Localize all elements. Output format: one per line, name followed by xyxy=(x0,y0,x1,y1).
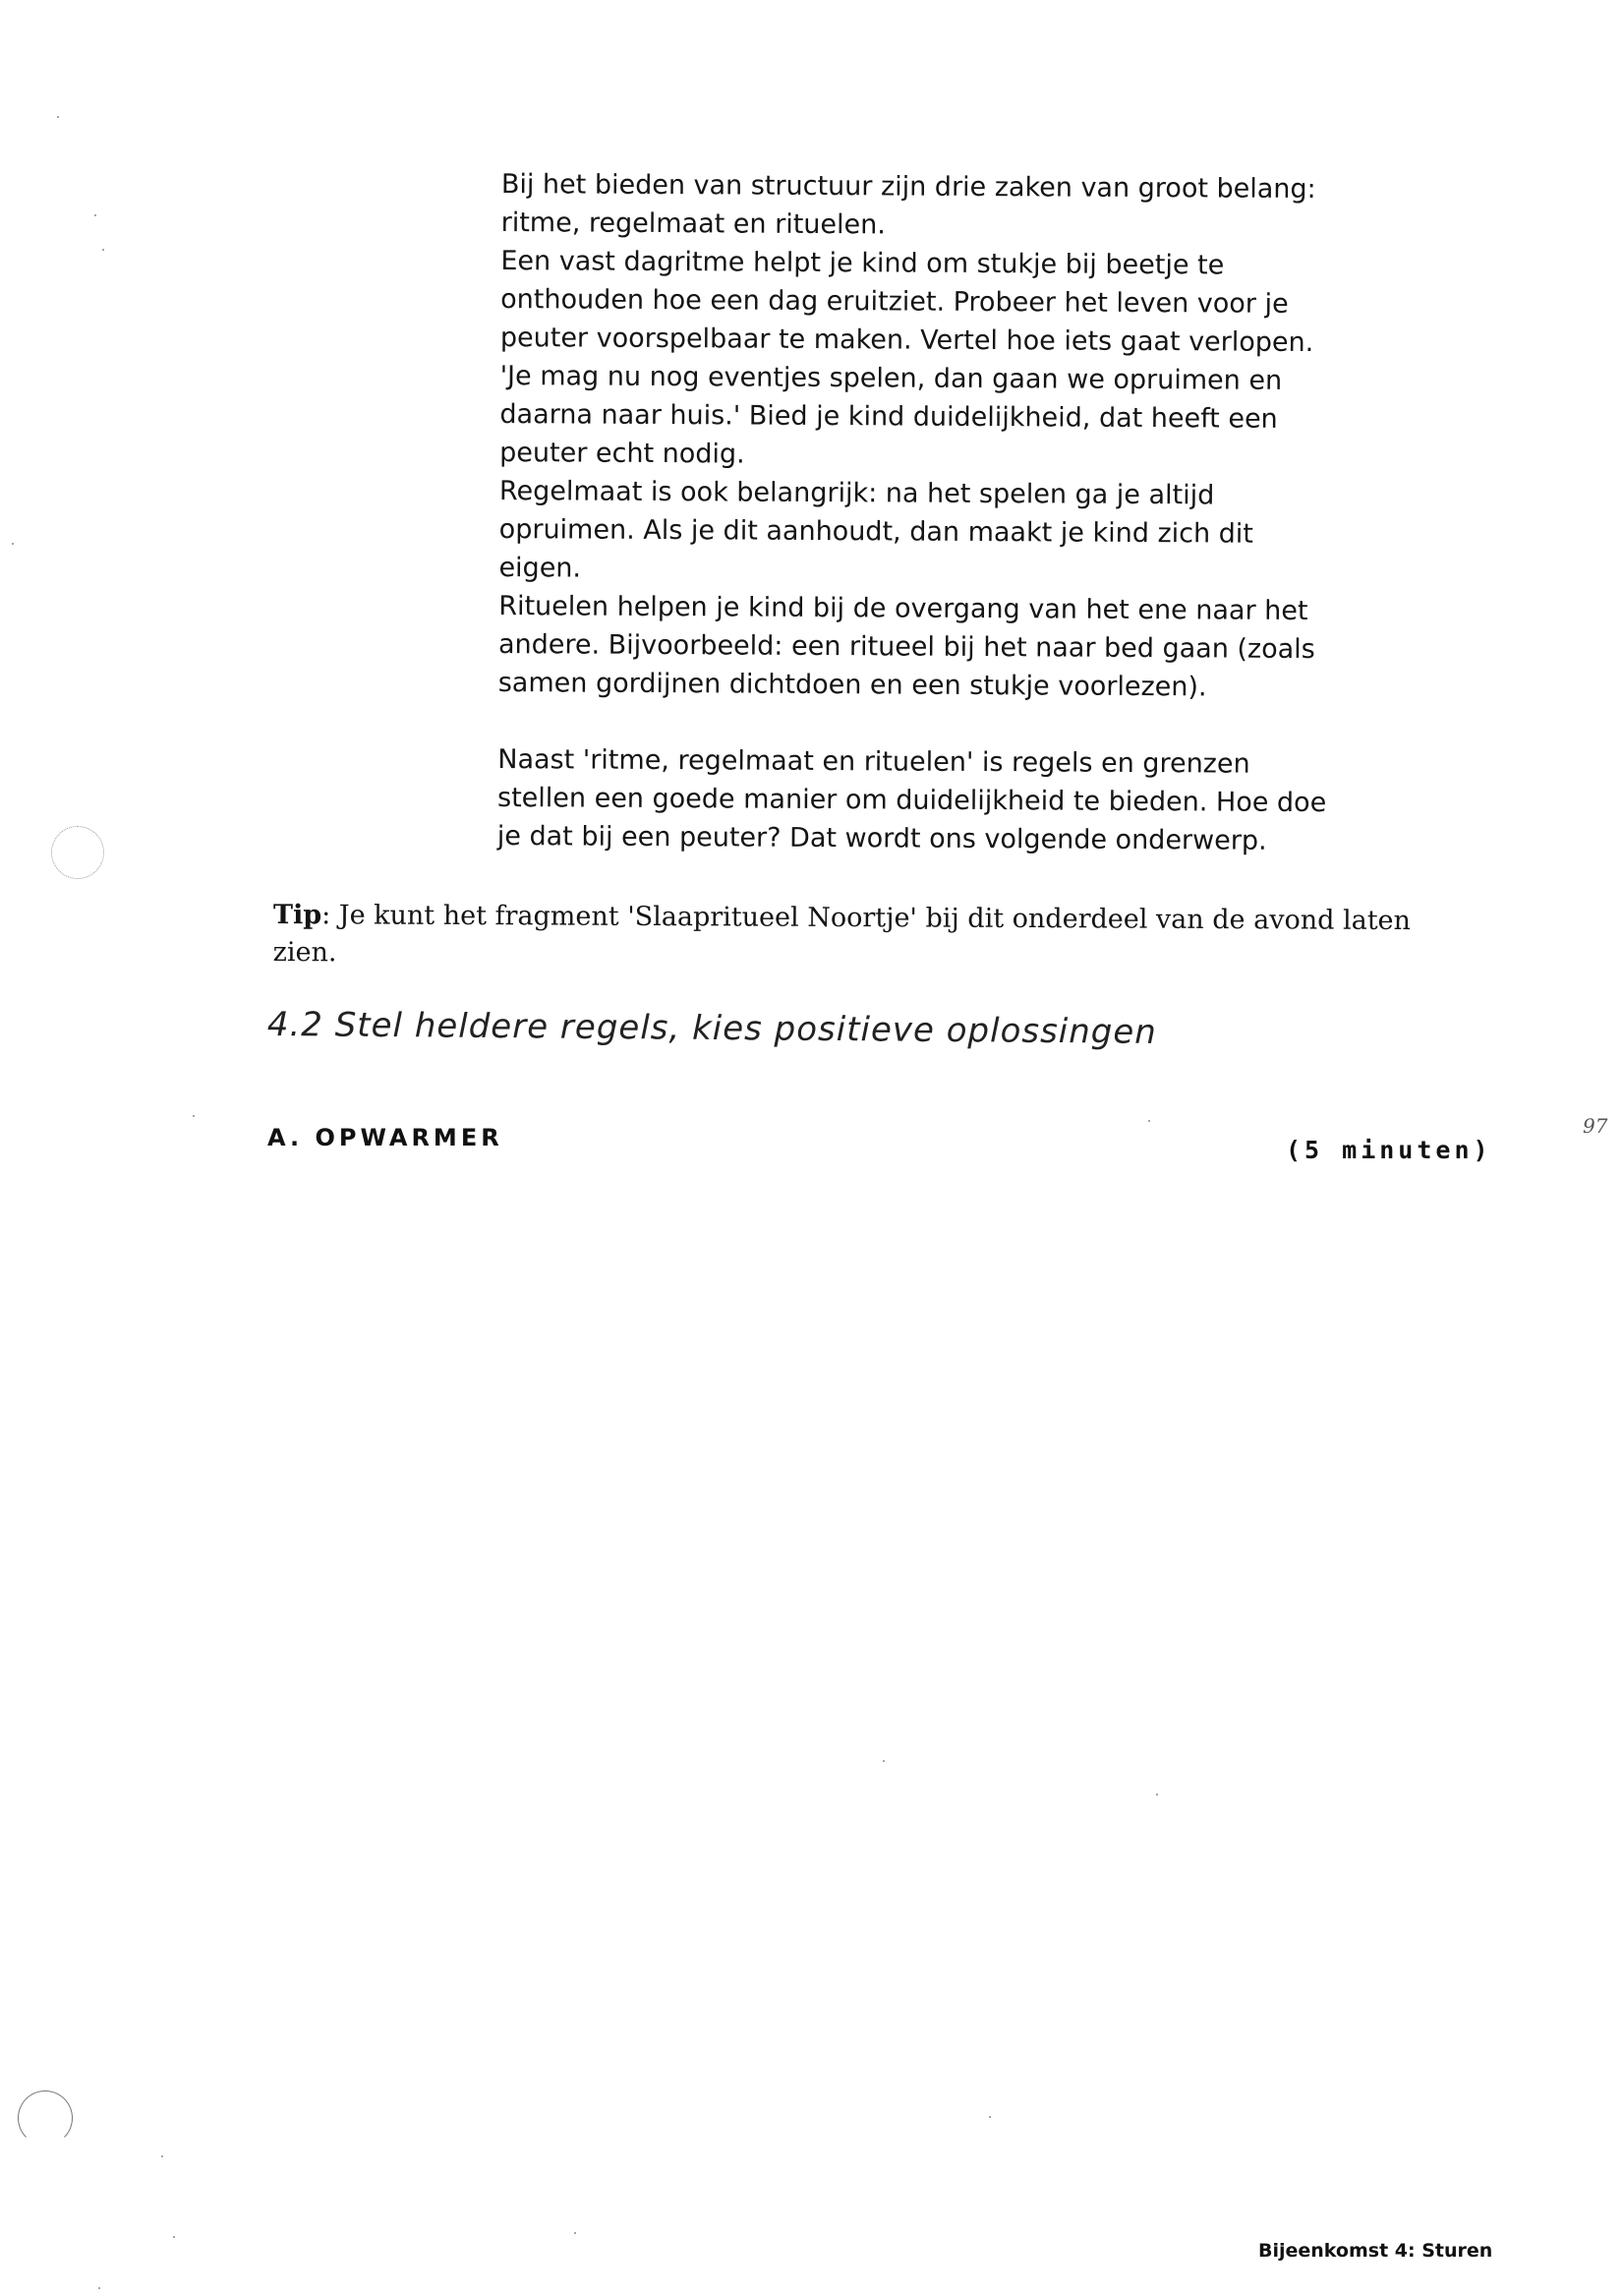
scan-speck xyxy=(574,2232,576,2234)
scan-speck xyxy=(94,214,96,216)
tip-label: Tip xyxy=(272,899,322,931)
punch-hole-mark xyxy=(18,2090,73,2146)
scan-speck xyxy=(989,2116,991,2118)
paragraph-regels-grenzen: Naast 'ritme, regelmaat en rituelen' is regels en grenzen stellen een goede manier om duidelijkheid te bieden. Hoe doe je dat bij een peuter? Dat wordt ons volgende onderwerp. xyxy=(496,743,1327,856)
scan-speck xyxy=(1156,1794,1158,1796)
paragraph-structure-intro: Bij het bieden van structuur zijn drie zaken van groot belang: ritme, regelmaat en rituelen. xyxy=(500,168,1316,241)
footer-chapter: Bijeenkomst 4: Sturen xyxy=(1258,2240,1493,2262)
section-heading: 4.2 Stel heldere regels, kies positieve oplossingen xyxy=(266,1005,1157,1052)
scan-speck xyxy=(57,116,59,118)
scan-speck xyxy=(12,543,14,545)
exercise-title: A. OPWARMER xyxy=(267,1124,503,1151)
scan-speck xyxy=(161,2155,163,2157)
paragraph-rituelen: Rituelen helpen je kind bij de overgang van het ene naar het andere. Bijvoorbeeld: een ritueel bij het naar bed gaan (zoals samen gordijnen dichtdoen en een stukje voorlezen). xyxy=(497,590,1315,703)
scan-speck xyxy=(193,1115,195,1117)
scan-speck xyxy=(173,2236,175,2238)
scan-speck xyxy=(1148,1120,1150,1122)
tip-text: : Je kunt het fragment 'Slaapritueel Noortje' bij dit onderdeel van de avond laten zien. xyxy=(272,900,1412,969)
scan-speck xyxy=(883,1760,885,1762)
body-text xyxy=(497,165,1366,860)
paragraph-dagritme: Een vast dagritme helpt je kind om stukje bij beetje te onthouden hoe een dag eruitziet. Probeer het leven voor je peuter voorspelbaar te maken. Vertel hoe iets gaat verlopen. 'Je mag nu nog eventjes spelen, dan gaan we opruimen en daarna naar huis.' Bied je kind duidelijkheid, dat heeft een peuter echt nodig. xyxy=(499,245,1314,470)
punch-hole-mark xyxy=(51,826,104,879)
paragraph-regelmaat: Regelmaat is ook belangrijk: na het spelen ga je altijd opruimen. Als je dit aanhoudt, dan maakt je kind zich dit eigen. xyxy=(498,475,1254,584)
page-number: 97 xyxy=(1583,1114,1608,1138)
scan-speck xyxy=(102,249,104,251)
tip-note xyxy=(273,897,1453,977)
scan-speck xyxy=(98,2287,100,2289)
exercise-duration: (5 minuten) xyxy=(1286,1136,1492,1164)
